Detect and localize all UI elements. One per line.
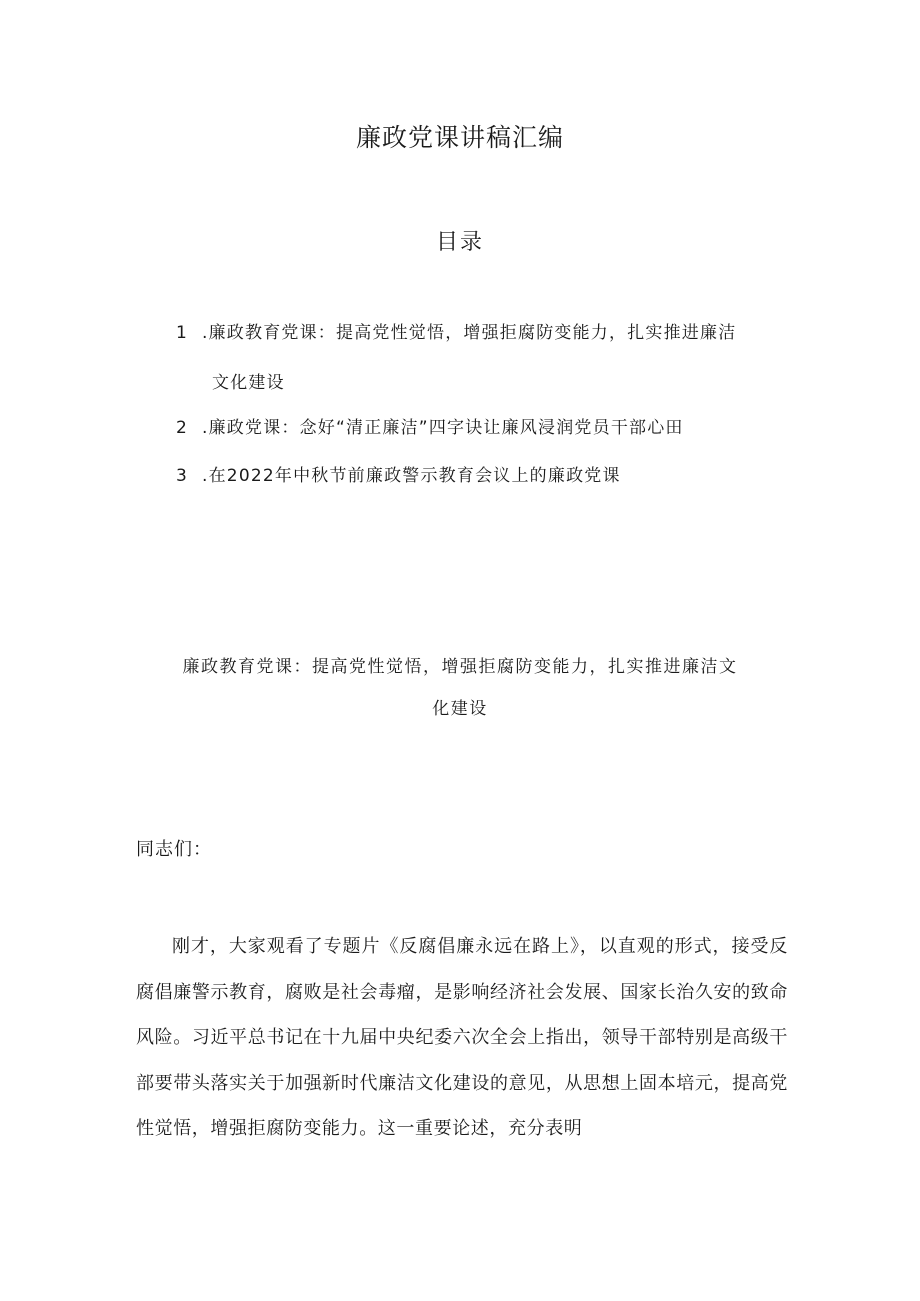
toc-item-2[interactable] [176, 403, 796, 453]
toc-item-text: .廉政党课：念好“清正廉洁”四字诀让廉风浸润党员干部心田 [202, 418, 684, 438]
toc-heading: 目录 [435, 230, 484, 255]
toc-item-number: 2 [176, 418, 189, 438]
toc-item-1[interactable] [176, 308, 796, 408]
toc-item-number: 1 [176, 323, 189, 343]
toc-item-3[interactable] [176, 451, 796, 501]
toc-item-text: .在2022年中秋节前廉政警示教育会议上的廉政党课 [202, 466, 621, 486]
toc-item-text: .廉政教育党课：提高党性觉悟，增强拒腐防变能力，扎实推进廉洁 [202, 323, 737, 343]
salutation: 同志们： [136, 839, 212, 860]
document-title: 廉政党课讲稿汇编 [355, 123, 564, 152]
section-title [140, 646, 780, 730]
section-title-line: 化建设 [432, 699, 488, 719]
toc-item-text-continued: 文化建设 [212, 373, 285, 393]
toc-item-number: 3 [176, 466, 189, 486]
section-title-line: 廉政教育党课：提高党性觉悟，增强拒腐防变能力，扎实推进廉洁文 [182, 657, 738, 677]
body-paragraph: 刚才，大家观看了专题片《反腐倡廉永远在路上》，以直观的形式，接受反腐倡廉警示教育，腐败是社会毒瘤，是影响经济社会发展、国家长治久安的致命风险。习近平总书记在十九届中央纪委六次全会上指出，领导干部特别是高级干部要带头落实关于加强新时代廉洁文化建设的意见，从思想上固本培元，提高党性觉悟，增强拒腐防变能力。这一重要论述，充分表明 [136, 936, 788, 1139]
